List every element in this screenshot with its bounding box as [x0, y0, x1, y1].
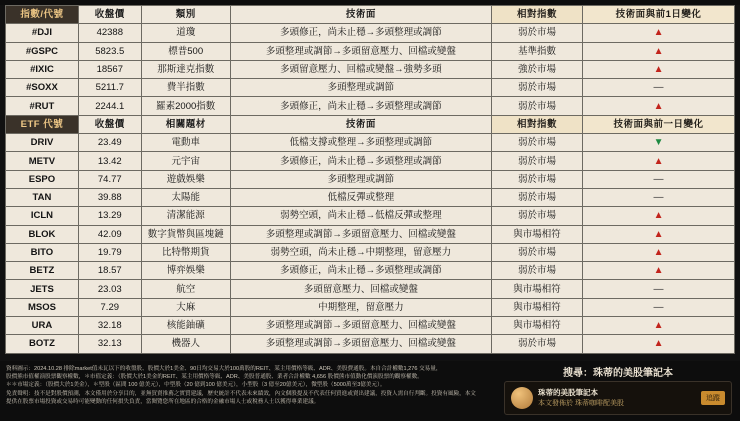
cell-tech: 多頭整理或調節 — [230, 79, 491, 97]
report-sheet — [0, 5, 740, 421]
cell-close: 42.09 — [78, 225, 141, 243]
cell-change: — — [583, 280, 735, 298]
author-subtitle: 本文發佈於 珠蒂咖啡配美股 — [538, 399, 624, 407]
cell-symbol: #GSPC — [6, 42, 79, 60]
cell-symbol: DRIV — [6, 134, 79, 152]
cell-relative: 弱於市場 — [491, 335, 582, 353]
cell-symbol: BITO — [6, 243, 79, 261]
cell-symbol: METV — [6, 152, 79, 170]
cell-close: 18.57 — [78, 262, 141, 280]
cell-theme: 核能鈾礦 — [141, 317, 230, 335]
cell-close: 13.42 — [78, 152, 141, 170]
cell-relative: 與市場相符 — [491, 298, 582, 316]
cell-close: 2244.1 — [78, 97, 141, 115]
header-etf-symbol: ETF 代號 — [6, 115, 79, 133]
cell-close: 7.29 — [78, 298, 141, 316]
cell-category: 那斯達克指數 — [141, 60, 230, 78]
cell-symbol: TAN — [6, 188, 79, 206]
cell-category: 標普500 — [141, 42, 230, 60]
cell-symbol: BLOK — [6, 225, 79, 243]
cell-theme: 航空 — [141, 280, 230, 298]
table-row — [6, 317, 735, 335]
table-row — [6, 335, 735, 353]
cell-relative: 基準指數 — [491, 42, 582, 60]
footer-note-4: 免責聲明：技不是對股價預測，本文僅用於分享目的，並無買賣推薦之實質建議，歷史統計不代表未來績效，內文個股提及不代表任何買進或賣出建議，投資人需自行判斷。投資有風險，本文 — [6, 390, 476, 397]
cell-change: ▲ — [583, 24, 735, 42]
cell-symbol: BOTZ — [6, 335, 79, 353]
cell-symbol: ICLN — [6, 207, 79, 225]
table-row — [6, 243, 735, 261]
cell-theme: 機器人 — [141, 335, 230, 353]
footer-note-2: 股價熊市值權演股票觀察權數，＊市值定義：（股價大於1美金的REIT、某主用價格等級、ADR、美股普通股、業者合計權數 4,656 股價熊市值動化價演股票的觀察權數。 — [6, 374, 423, 381]
cell-change: ▲ — [583, 317, 735, 335]
cell-close: 23.49 — [78, 134, 141, 152]
cell-change: — — [583, 298, 735, 316]
cell-tech: 低檔支撐或整理→多頭整理或調節 — [230, 134, 491, 152]
author-card[interactable] — [504, 381, 732, 415]
cell-change: ▲ — [583, 60, 735, 78]
table-row — [6, 225, 735, 243]
cell-relative: 弱於市場 — [491, 134, 582, 152]
cell-change: — — [583, 188, 735, 206]
cell-change: ▲ — [583, 152, 735, 170]
header-change: 技術面與前1日變化 — [583, 6, 735, 24]
cell-close: 42388 — [78, 24, 141, 42]
cell-theme: 數字貨幣與區塊鏈 — [141, 225, 230, 243]
cell-tech: 多頭整理或調節→多頭留意壓力、回檔或變盤 — [230, 335, 491, 353]
cell-relative: 弱於市場 — [491, 188, 582, 206]
cell-change: ▲ — [583, 262, 735, 280]
cell-close: 74.77 — [78, 170, 141, 188]
cell-relative: 強於市場 — [491, 60, 582, 78]
cell-category: 道瓊 — [141, 24, 230, 42]
cell-change: ▲ — [583, 42, 735, 60]
table-header-row — [6, 115, 735, 133]
table-row — [6, 152, 735, 170]
cell-theme: 博弈娛樂 — [141, 262, 230, 280]
market-table — [5, 5, 735, 354]
cell-category: 羅素2000指數 — [141, 97, 230, 115]
cell-theme: 比特幣期貨 — [141, 243, 230, 261]
header-etf-change: 技術面與前一日變化 — [583, 115, 735, 133]
cell-relative: 與市場相符 — [491, 317, 582, 335]
cell-close: 32.13 — [78, 335, 141, 353]
cell-close: 32.18 — [78, 317, 141, 335]
author-name: 珠蒂的美股筆記本 — [538, 387, 598, 397]
table-row — [6, 262, 735, 280]
cell-relative: 與市場相符 — [491, 225, 582, 243]
cell-relative: 弱於市場 — [491, 24, 582, 42]
cell-tech: 多頭整理或調節→多頭留意壓力、回檔或變盤 — [230, 317, 491, 335]
table-row — [6, 280, 735, 298]
header-relative: 相對指數 — [491, 6, 582, 24]
cell-symbol: #DJI — [6, 24, 79, 42]
cell-symbol: MSOS — [6, 298, 79, 316]
header-category: 類別 — [141, 6, 230, 24]
follow-button[interactable]: 追蹤 — [701, 391, 725, 405]
cell-relative: 弱於市場 — [491, 243, 582, 261]
cell-change: ▲ — [583, 207, 735, 225]
cell-relative: 與市場相符 — [491, 280, 582, 298]
cell-category: 費半指數 — [141, 79, 230, 97]
cell-close: 19.79 — [78, 243, 141, 261]
header-etf-close: 收盤價 — [78, 115, 141, 133]
cell-symbol: ESPO — [6, 170, 79, 188]
footer-note-1: 資料圖示：2024.10.28 排除market值未瓦以下的收盤股、股價大於1美金、90日均交易大於100萬股的REIT、某主用價格等級、ADR、美股費通股。本自合計權數1,276 交易量， — [6, 366, 442, 372]
table-row — [6, 24, 735, 42]
table-row — [6, 79, 735, 97]
cell-relative: 弱於市場 — [491, 152, 582, 170]
table-row — [6, 60, 735, 78]
cell-tech: 多頭整理或調節 — [230, 170, 491, 188]
cell-theme: 清潔能源 — [141, 207, 230, 225]
cell-close: 5823.5 — [78, 42, 141, 60]
table-row — [6, 188, 735, 206]
cell-symbol: #SOXX — [6, 79, 79, 97]
cell-tech: 低檔反彈或整理 — [230, 188, 491, 206]
market-table-body — [6, 6, 735, 354]
cell-symbol: #RUT — [6, 97, 79, 115]
cell-relative: 弱於市場 — [491, 207, 582, 225]
cell-tech: 弱勢空頭，尚未止穩→低檔反彈或整理 — [230, 207, 491, 225]
cell-close: 5211.7 — [78, 79, 141, 97]
cell-theme: 太陽能 — [141, 188, 230, 206]
cell-relative: 弱於市場 — [491, 79, 582, 97]
cell-theme: 元宇宙 — [141, 152, 230, 170]
table-header-row — [6, 6, 735, 24]
cell-tech: 多頭修正，尚未止穩→多頭整理或調節 — [230, 24, 491, 42]
cell-tech: 中期整理，留意壓力 — [230, 298, 491, 316]
cell-tech: 多頭修正，尚未止穩→多頭整理或調節 — [230, 152, 491, 170]
cell-theme: 電動車 — [141, 134, 230, 152]
cell-tech: 多頭修正，尚未止穩→多頭整理或調節 — [230, 97, 491, 115]
cell-change: — — [583, 170, 735, 188]
table-row — [6, 97, 735, 115]
cell-tech: 多頭留意壓力、回檔或變盤→強勢多頭 — [230, 60, 491, 78]
cell-close: 13.29 — [78, 207, 141, 225]
cell-symbol: JETS — [6, 280, 79, 298]
cell-change: ▲ — [583, 335, 735, 353]
header-symbol: 指數/代號 — [6, 6, 79, 24]
cell-relative: 弱於市場 — [491, 262, 582, 280]
cell-change: ▲ — [583, 97, 735, 115]
cell-tech: 多頭整理或調節→多頭留意壓力、回檔或變盤 — [230, 225, 491, 243]
cell-relative: 弱於市場 — [491, 97, 582, 115]
cell-relative: 弱於市場 — [491, 170, 582, 188]
cell-tech: 弱勢空頭，尚未止穩→中期整理，留意壓力 — [230, 243, 491, 261]
table-row — [6, 170, 735, 188]
footer — [0, 361, 740, 421]
cell-change: ▼ — [583, 134, 735, 152]
header-etf-relative: 相對指數 — [491, 115, 582, 133]
cell-change: ▲ — [583, 225, 735, 243]
footer-note-3: ＊＊市場定義：（股價大於1美金），＊型股（區間 100 億美元），中型股（20 億到100 億美元），小型股（3 億至20億美元），微型股（5000萬至3億美元）。 — [6, 382, 386, 389]
footer-disclaimer — [6, 365, 496, 406]
cell-symbol: BETZ — [6, 262, 79, 280]
header-etf-theme: 相關題材 — [141, 115, 230, 133]
table-row — [6, 298, 735, 316]
cell-symbol: #IXIC — [6, 60, 79, 78]
cell-close: 18567 — [78, 60, 141, 78]
cell-change: ▲ — [583, 243, 735, 261]
avatar — [511, 387, 533, 409]
table-row — [6, 134, 735, 152]
cell-close: 23.03 — [78, 280, 141, 298]
author-info — [538, 388, 696, 409]
cell-theme: 大麻 — [141, 298, 230, 316]
search-prompt: 搜尋：珠蒂的美股筆記本 — [563, 368, 673, 379]
cell-tech: 多頭整理或調節→多頭留意壓力、回檔或變盤 — [230, 42, 491, 60]
header-close: 收盤價 — [78, 6, 141, 24]
cell-change: — — [583, 79, 735, 97]
header-tech: 技術面 — [230, 6, 491, 24]
header-etf-tech: 技術面 — [230, 115, 491, 133]
table-row — [6, 207, 735, 225]
cell-close: 39.88 — [78, 188, 141, 206]
cell-tech: 多頭留意壓力、回檔或變盤 — [230, 280, 491, 298]
table-row — [6, 42, 735, 60]
cell-theme: 遊戲娛樂 — [141, 170, 230, 188]
cell-tech: 多頭修正，尚未止穩→多頭整理或調節 — [230, 262, 491, 280]
cell-symbol: URA — [6, 317, 79, 335]
footer-note-5: 提供在股票市場投資或交易時可能變動的任何損失負責，當閱覽您所在地區的合格的金融市場人士或稅務人士以獲得專業建議。 — [6, 398, 320, 405]
